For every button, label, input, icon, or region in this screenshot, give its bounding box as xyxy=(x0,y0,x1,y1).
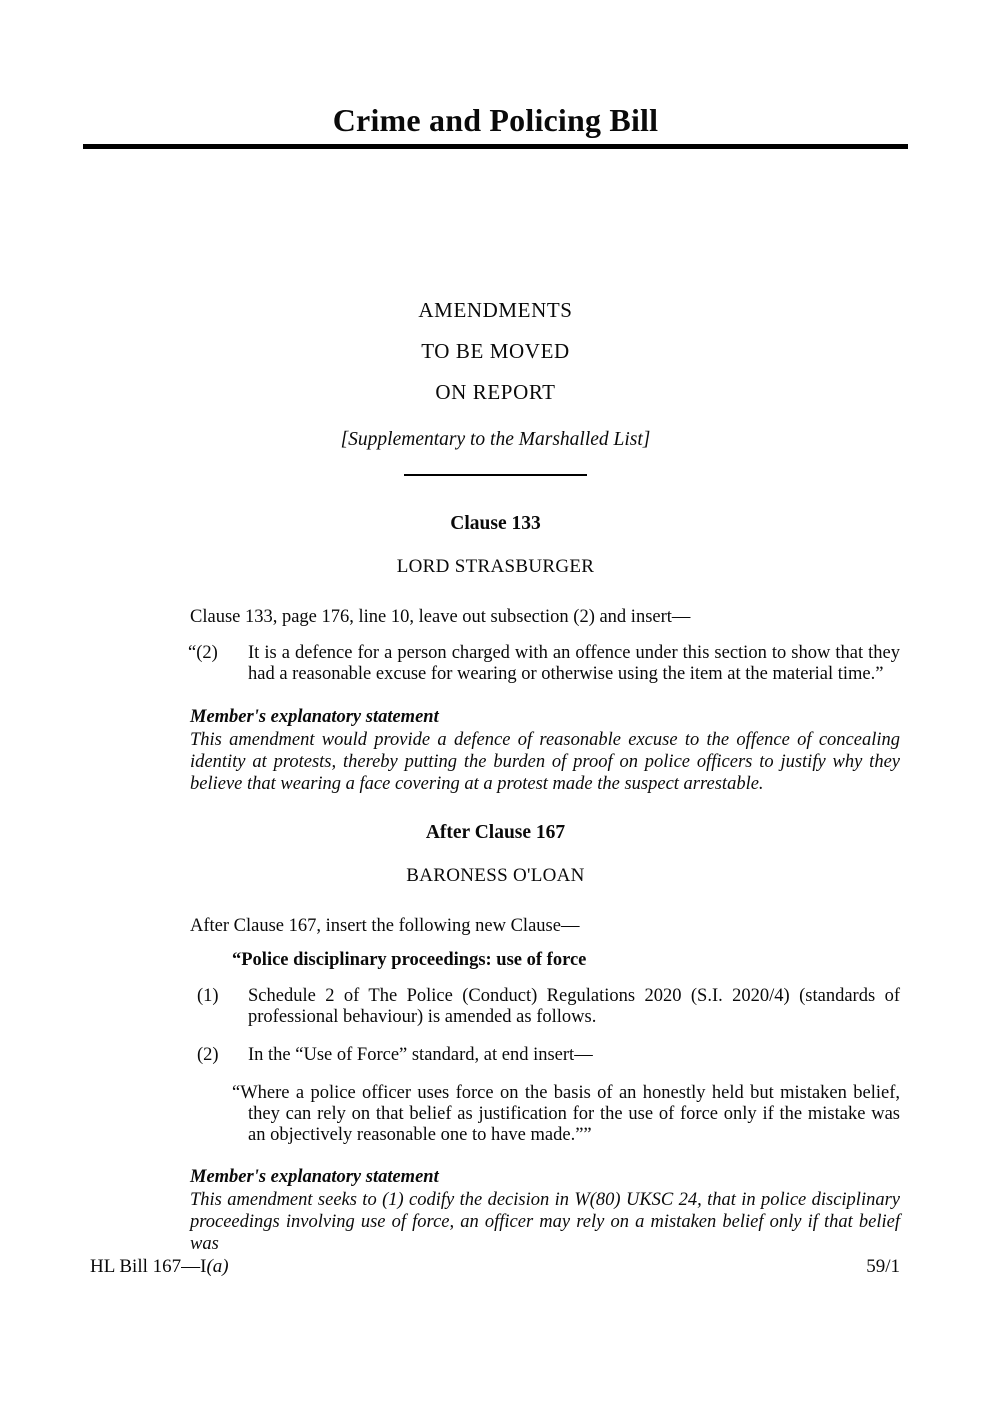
amendment-item xyxy=(190,1045,900,1066)
explanatory-text: This amendment seeks to (1) codify the decision in W(80) UKSC 24, that in police disciplinary proceedings involving use of force, an officer may rely on a mistaken belief only if that belief was xyxy=(190,1190,900,1254)
explanatory-statement xyxy=(190,1167,900,1255)
member-name: LORD STRASBURGER xyxy=(396,556,595,577)
amendment-section-after-clause-167 xyxy=(0,822,991,1255)
front-matter xyxy=(0,298,991,451)
explanatory-heading: Member's explanatory statement xyxy=(190,707,439,727)
amendment-item xyxy=(190,986,900,1028)
clause-heading: After Clause 167 xyxy=(425,822,566,843)
front-line-to-be-moved: TO BE MOVED xyxy=(421,339,570,363)
amendment-instruction: After Clause 167, insert the following new Clause— xyxy=(190,916,580,936)
title-double-rule xyxy=(83,144,908,149)
document-title: Crime and Policing Bill xyxy=(332,102,659,138)
amendment-item xyxy=(190,643,900,685)
section-separator-rule xyxy=(404,474,587,476)
front-line-on-report: ON REPORT xyxy=(435,380,556,404)
item-number: “(2) xyxy=(188,643,218,663)
marshalled-list-note: [Supplementary to the Marshalled List] xyxy=(340,429,651,450)
explanatory-heading: Member's explanatory statement xyxy=(190,1167,439,1187)
item-text: Schedule 2 of The Police (Conduct) Regulations 2020 (S.I. 2020/4) (standards of professional behaviour) is amended as follows. xyxy=(248,986,900,1027)
footer-bill-reference: HL Bill 167—I(a) xyxy=(90,1256,229,1277)
item-text: In the “Use of Force” standard, at end insert— xyxy=(248,1045,593,1065)
amendment-instruction: Clause 133, page 176, line 10, leave out subsection (2) and insert— xyxy=(190,607,691,627)
footer-page-number: 59/1 xyxy=(866,1256,900,1277)
clause-heading: Clause 133 xyxy=(450,513,541,534)
member-name: BARONESS O'LOAN xyxy=(406,865,585,886)
explanatory-statement xyxy=(190,707,900,795)
item-text: It is a defence for a person charged with an offence under this section to show that they had a reasonable excuse for wearing or otherwise using the item at the material time.” xyxy=(248,643,900,684)
footer-bill-reference-suffix: (a) xyxy=(206,1256,229,1277)
front-line-amendments: AMENDMENTS xyxy=(418,298,573,322)
amendment-section-clause-133 xyxy=(0,513,991,795)
new-clause-title: “Police disciplinary proceedings: use of force xyxy=(232,950,587,970)
item-number: (1) xyxy=(197,986,219,1006)
explanatory-text: This amendment would provide a defence of reasonable excuse to the offence of concealing identity at protests, thereby putting the burden of proof on police officers to justify why they believe that wearing a face covering at a protest made the suspect arrestable. xyxy=(190,730,900,794)
page-footer xyxy=(90,1256,900,1278)
quoted-provision: “Where a police officer uses force on the basis of an honestly held but mistaken belief, they can rely on that belief as justification for the use of force only if the mistake was an objectively reasonable one to have made.”” xyxy=(232,1083,900,1145)
item-number: (2) xyxy=(197,1045,219,1065)
